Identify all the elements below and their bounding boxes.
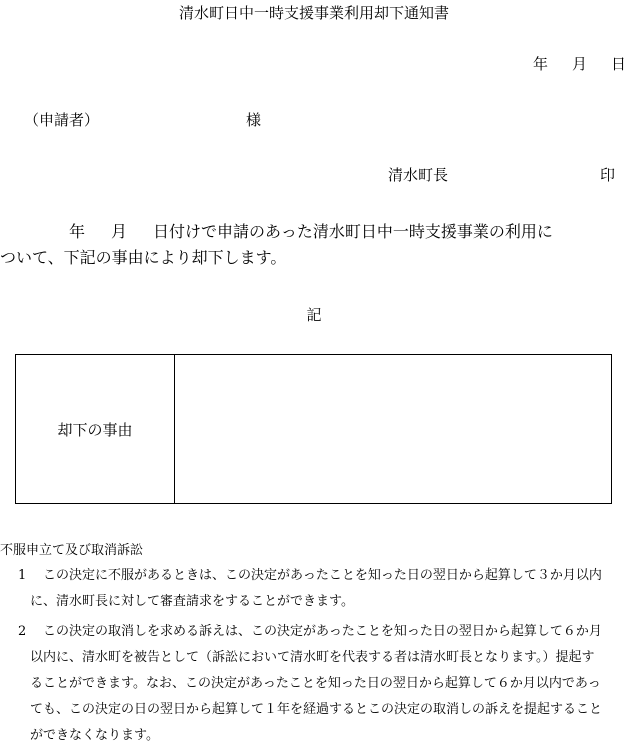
notice-item-1-text-1: この決定に不服があるときは、この決定があったことを知った日の翌日から起算して３か月以内 bbox=[43, 568, 602, 583]
date-line bbox=[0, 53, 626, 74]
notice-item-2-text-1: この決定の取消しを求める訴えは、この決定があったことを知った日の翌日から起算して６か月 bbox=[43, 624, 602, 639]
issuer-name: 清水町長 bbox=[388, 166, 449, 184]
reason-label: 却下の事由 bbox=[57, 420, 133, 439]
body-month-label: 月 bbox=[111, 222, 128, 241]
notice-item-1-line-2: に、清水町長に対して審査請求をすることができます。 bbox=[30, 594, 354, 609]
notice-item-2-number: 2 bbox=[18, 624, 27, 639]
body-line-1 bbox=[0, 219, 628, 245]
applicant-honorific: 様 bbox=[246, 111, 262, 129]
date-day-label: 日 bbox=[610, 55, 626, 73]
notice-item-2-line-3: ることができます。なお、この決定があったことを知った日の翌日から起算して６か月以内であっ bbox=[30, 676, 601, 691]
date-month-label: 月 bbox=[571, 55, 587, 73]
issuer-seal-mark: 印 bbox=[600, 166, 616, 184]
notice-heading: 不服申立て及び取消訴訟 bbox=[0, 543, 144, 558]
body-line-2: ついて、下記の事由により却下します。 bbox=[0, 248, 287, 267]
body-year-label: 年 bbox=[69, 222, 86, 241]
reason-value-cell bbox=[175, 355, 611, 503]
body-line-1-text: 日付けで申請のあった清水町日中一時支援事業の利用に bbox=[153, 222, 553, 241]
document-title: 清水町日中一時支援事業利用却下通知書 bbox=[178, 4, 449, 22]
reason-table bbox=[15, 354, 612, 504]
notice-item-1 bbox=[0, 563, 628, 615]
notice-item-2-line-1 bbox=[0, 619, 628, 645]
notice-item-1-line-1 bbox=[0, 563, 628, 589]
date-year-label: 年 bbox=[532, 55, 548, 73]
notice-item-2 bbox=[0, 619, 628, 749]
ki-heading: 記 bbox=[306, 306, 322, 324]
reason-label-cell bbox=[16, 355, 175, 503]
applicant-label: （申請者） bbox=[24, 111, 100, 129]
notice-item-2-line-4: ても、この決定の日の翌日から起算して１年を経過するとこの決定の取消しの訴えを提起すること bbox=[30, 702, 603, 717]
issuer-line bbox=[388, 164, 616, 185]
body-paragraph bbox=[0, 219, 628, 271]
notice-item-2-line-5: ができなくなります。 bbox=[30, 728, 159, 743]
notice-item-2-line-2: 以内に、清水町を被告として（訴訟において清水町を代表する者は清水町長となります。）提起す bbox=[30, 650, 595, 665]
notice-item-1-number: 1 bbox=[18, 568, 27, 583]
